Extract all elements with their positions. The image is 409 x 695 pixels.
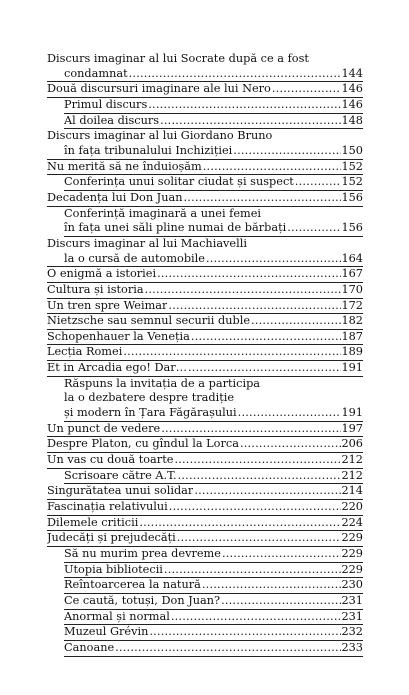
dot-leader [168, 500, 342, 515]
toc-entry [47, 129, 363, 144]
toc-entry-title: și modern în Țara Făgărașului [64, 406, 237, 420]
toc-entry-title: Primul discurs [64, 97, 148, 111]
toc-entry-title: Conferință imaginară a unei femei [64, 206, 262, 220]
toc-entry [64, 594, 363, 610]
table-of-contents [47, 52, 363, 657]
dot-leader [201, 578, 342, 593]
dot-leader [170, 610, 342, 625]
toc-entry [47, 314, 363, 330]
dot-leader [160, 422, 341, 437]
toc-entry-page-number: 231 [341, 609, 363, 623]
toc-entry-title: Decadența lui Don Juan [47, 190, 183, 204]
toc-entry [64, 221, 363, 237]
toc-entry-title: O enigmă a istoriei [47, 267, 157, 281]
toc-entry [47, 52, 363, 67]
toc-entry [64, 547, 363, 563]
toc-entry [47, 377, 363, 392]
dot-leader [190, 330, 342, 345]
toc-entry-title: Un vas cu două toarte [47, 453, 174, 467]
toc-entry-page-number: 164 [341, 251, 363, 265]
toc-entry-title: Discurs imaginar al lui Giordano Bruno [47, 129, 273, 143]
toc-entry-page-number: 146 [341, 97, 363, 111]
dot-leader [122, 345, 341, 360]
dot-leader [193, 484, 341, 499]
dot-leader [114, 641, 341, 656]
toc-entry [47, 453, 363, 469]
dot-leader [148, 625, 341, 640]
toc-entry-page-number: 152 [341, 175, 363, 189]
dot-leader [271, 82, 342, 97]
toc-entry-page-number: 229 [341, 562, 363, 576]
toc-entry [64, 641, 363, 657]
dot-leader [294, 175, 342, 190]
toc-entry [64, 98, 363, 114]
toc-entry-title: în fața tribunalului Inchiziției [64, 143, 233, 157]
dot-leader [187, 361, 341, 376]
toc-entry [47, 484, 363, 500]
dot-leader [173, 453, 341, 468]
toc-entry-page-number: 232 [341, 625, 363, 639]
toc-entry [47, 191, 363, 207]
toc-entry-page-number: 220 [341, 500, 363, 514]
toc-entry-title: Un punct de vedere [47, 421, 161, 435]
toc-entry-title: în fața unei săli pline numai de bărbați [64, 221, 287, 235]
toc-entry [47, 531, 363, 547]
dot-leader [183, 191, 342, 206]
toc-entry-title: condamnat [64, 66, 128, 80]
toc-entry [47, 500, 363, 516]
toc-entry-page-number: 182 [341, 314, 363, 328]
toc-entry [64, 114, 363, 130]
toc-entry-title: Reîntoarcerea la natură [64, 578, 201, 592]
toc-entry [47, 144, 363, 160]
dot-leader [220, 594, 341, 609]
toc-entry-title: Canoane [64, 640, 115, 654]
toc-entry-page-number: 212 [341, 468, 363, 482]
toc-entry-title: Lecția Romei [47, 345, 123, 359]
toc-entry-title: la o cursă de automobile [64, 251, 205, 265]
toc-entry-title: Fascinația relativului [47, 500, 168, 514]
toc-entry-title: Discurs imaginar al lui Socrate după ce a fost [47, 52, 309, 65]
toc-entry [64, 469, 363, 485]
dot-leader [159, 114, 341, 129]
toc-entry-page-number: 214 [341, 484, 363, 498]
toc-entry-page-number: 156 [341, 221, 363, 235]
toc-entry-title: Al doilea discurs [64, 113, 160, 127]
toc-entry [64, 563, 363, 579]
toc-entry [47, 67, 363, 83]
toc-entry [47, 283, 363, 299]
toc-entry-page-number: 144 [341, 66, 363, 80]
toc-entry [47, 330, 363, 346]
toc-entry [47, 345, 363, 361]
dot-leader [167, 299, 341, 314]
toc-entry-page-number: 224 [341, 515, 363, 529]
toc-entry-title: Cultura și istoria [47, 282, 144, 296]
toc-entry-title: Singurătatea unui solidar [47, 484, 194, 498]
toc-entry [47, 267, 363, 283]
toc-entry-title: Judecăți și prejudecăți [47, 531, 176, 545]
dot-leader [176, 531, 342, 546]
dot-leader [239, 437, 342, 452]
dot-leader [221, 547, 342, 562]
toc-entry-page-number: 230 [341, 578, 363, 592]
toc-entry-page-number: 150 [341, 143, 363, 157]
toc-entry-page-number: 189 [341, 345, 363, 359]
toc-entry [47, 299, 363, 315]
toc-entry-title: Utopia bibliotecii [64, 562, 163, 576]
toc-entry-page-number: 206 [341, 437, 363, 451]
dot-leader [163, 563, 342, 578]
toc-entry-page-number: 170 [341, 282, 363, 296]
toc-entry [47, 82, 363, 98]
toc-entry-title: la o dezbatere despre tradiție [64, 391, 235, 405]
dot-leader [250, 314, 341, 329]
toc-entry [47, 422, 363, 438]
dot-leader [286, 221, 341, 236]
toc-entry [47, 237, 363, 252]
toc-entry-title: Discurs imaginar al lui Machiavelli [47, 236, 247, 250]
dot-leader [156, 267, 341, 282]
toc-entry-title: Despre Platon, cu gîndul la Lorca [47, 437, 239, 451]
dot-leader [202, 160, 342, 175]
dot-leader [205, 252, 341, 267]
toc-entry [64, 578, 363, 594]
toc-entry-page-number: 172 [341, 298, 363, 312]
toc-entry [47, 160, 363, 176]
toc-entry-page-number: 229 [341, 547, 363, 560]
toc-entry-page-number: 231 [341, 593, 363, 607]
toc-entry-title: Scrisoare către A.T. [64, 468, 177, 482]
toc-entry-title: Schopenhauer la Veneția [47, 329, 190, 343]
toc-entry-title: Să nu murim prea devreme [64, 547, 221, 560]
toc-entry-title: Două discursuri imaginare ale lui Nero [47, 82, 271, 96]
dot-leader [177, 469, 342, 484]
dot-leader [128, 67, 342, 82]
dot-leader [237, 406, 342, 421]
toc-entry-page-number: 148 [341, 113, 363, 127]
toc-entry [64, 625, 363, 641]
dot-leader [232, 144, 341, 159]
toc-entry [47, 361, 363, 377]
toc-entry-page-number: 167 [341, 267, 363, 281]
toc-entry-title: Nietzsche sau semnul securii duble [47, 314, 251, 328]
dot-leader [147, 98, 341, 113]
toc-entry [64, 406, 363, 422]
toc-entry-title: Conferința unui solitar ciudat și suspect [64, 175, 294, 189]
toc-entry-title: Ce caută, totuși, Don Juan? [64, 593, 221, 607]
toc-entry [64, 175, 363, 191]
toc-entry-page-number: 229 [341, 531, 363, 545]
toc-entry [47, 516, 363, 532]
toc-entry-title: Răspuns la invitația de a participa [64, 376, 261, 390]
dot-leader [144, 283, 342, 298]
toc-entry-title: Nu merită să ne înduioșăm [47, 159, 202, 173]
toc-entry-title: Et in Arcadia ego! Dar… [47, 361, 187, 375]
toc-entry [47, 391, 363, 406]
toc-entry-page-number: 156 [341, 190, 363, 204]
toc-entry-title: Dilemele criticii [47, 515, 139, 529]
toc-entry-page-number: 191 [341, 406, 363, 420]
toc-entry-title: Muzeul Grévin [64, 625, 149, 639]
toc-entry-page-number: 233 [341, 640, 363, 654]
toc-entry-page-number: 146 [341, 82, 363, 96]
toc-entry [47, 437, 363, 453]
toc-entry [47, 252, 363, 268]
toc-entry [47, 207, 363, 222]
toc-entry-page-number: 152 [341, 159, 363, 173]
toc-entry-page-number: 191 [341, 361, 363, 375]
toc-entry-page-number: 212 [341, 453, 363, 467]
dot-leader [138, 516, 341, 531]
toc-entry-title: Anormal și normal [64, 609, 170, 623]
toc-entry-page-number: 197 [341, 421, 363, 435]
toc-entry [64, 610, 363, 626]
toc-entry-page-number: 187 [341, 329, 363, 343]
toc-entry-title: Un tren spre Weimar [47, 298, 168, 312]
